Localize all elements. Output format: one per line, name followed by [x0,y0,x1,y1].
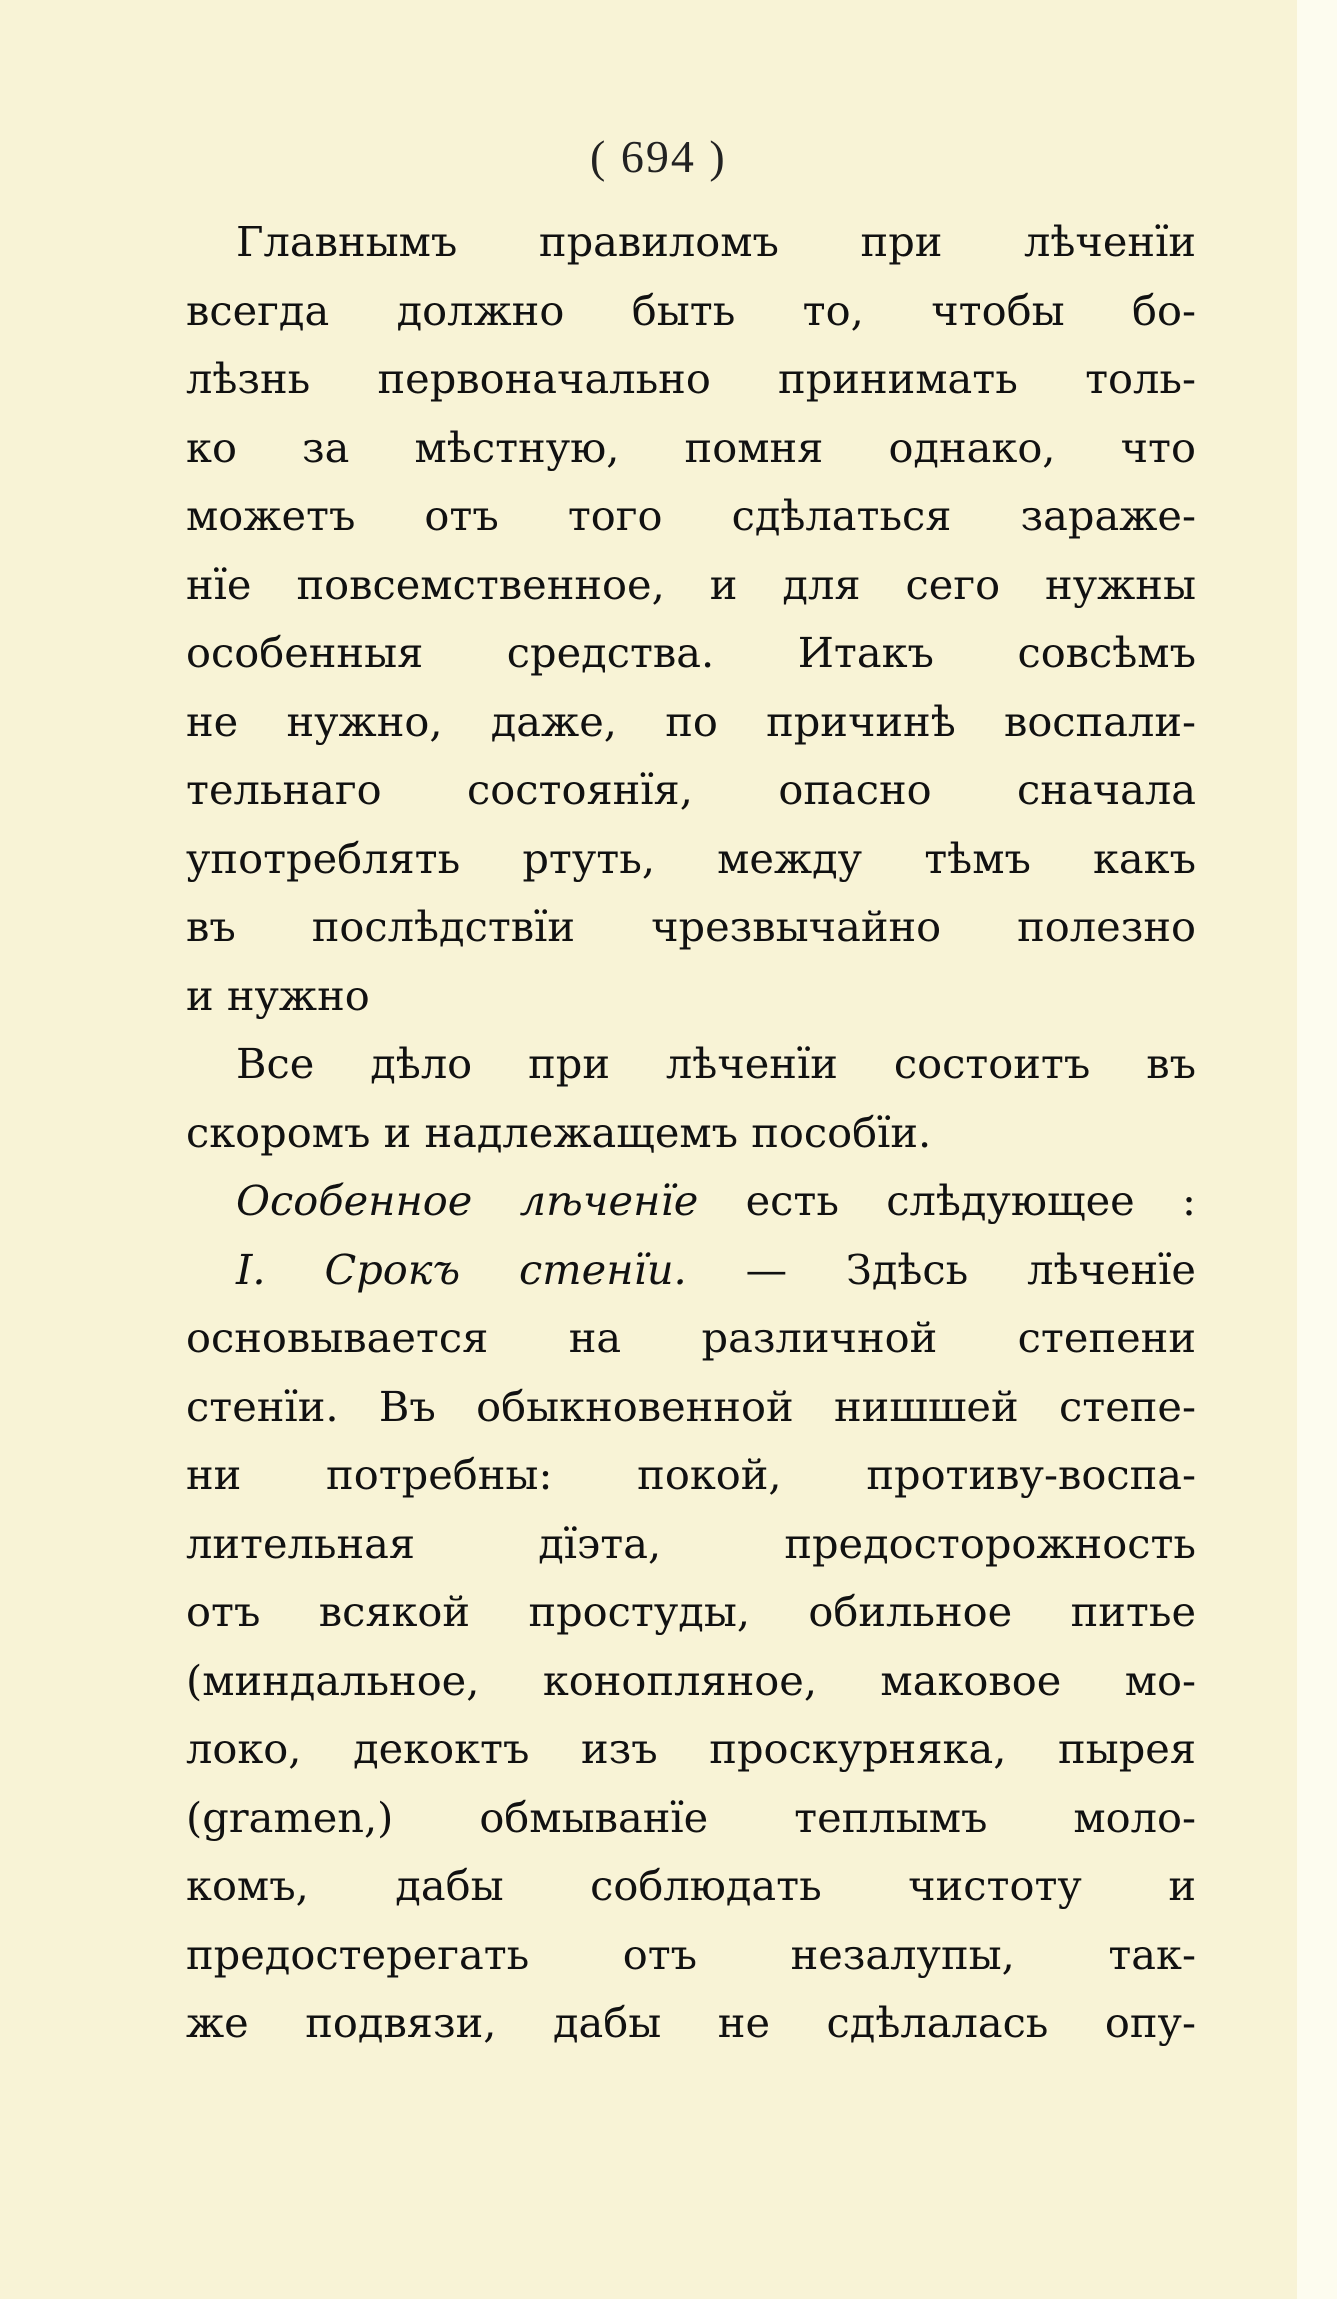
line-text: Главнымъ правиломъ при лѣченїи [236,217,1196,266]
line-text: есть слѣдующее : [698,1176,1196,1225]
line-text: Все дѣло при лѣченїи состоитъ въ [236,1039,1196,1088]
line-text: предостерегать отъ незалупы, так- [186,1929,1196,1979]
line-text: особенныя средства. Итакъ совсѣмъ [186,628,1196,677]
text-line [186,1441,1196,1510]
text-line [186,345,1196,414]
text-line [186,893,1196,962]
line-text: стенїи. Въ обыкновенной нишшей степе- [186,1381,1196,1431]
italic-heading: I. Срокъ стенїи. [236,1244,687,1294]
text-line [186,1236,1196,1305]
line-text: основывается на различной степени [186,1313,1196,1362]
line-text: — Здѣсь лѣченїе [686,1244,1196,1294]
text-line [186,1099,1196,1168]
text-line [186,962,1196,1031]
text-line [186,1167,1196,1236]
line-text: и нужно [186,970,370,1020]
line-text: ни потребны: покой, противу-воспа- [186,1450,1196,1499]
text-line [186,208,1196,277]
line-text: же подвязи, дабы не сдѣлалась опу- [186,1998,1196,2047]
text-line [186,1578,1196,1647]
line-text: (gramen,) обмыванїе теплымъ моло- [186,1792,1196,1842]
text-line [186,1304,1196,1373]
line-text: лительная дїэта, предосторожность [186,1518,1196,1568]
text-line [186,1852,1196,1921]
italic-heading: Особенное лѣченїе [236,1176,699,1225]
line-text: комъ, дабы соблюдать чистоту и [186,1861,1196,1910]
text-line [186,1989,1196,2058]
line-text: можетъ отъ того сдѣлаться зараже- [186,491,1196,540]
text-line [186,619,1196,688]
text-line [186,1510,1196,1579]
line-text: локо, декоктъ изъ проскурняка, пырея [186,1724,1196,1773]
line-text: отъ всякой простуды, обильное питье [186,1587,1196,1636]
text-line [186,688,1196,757]
line-text: нїе повсемственное, и для сего нужны [186,559,1196,609]
text-line [186,1715,1196,1784]
line-text: ко за мѣстную, помня однако, что [186,422,1196,472]
line-text: въ послѣдствїи чрезвычайно полезно [186,902,1196,951]
text-line [186,825,1196,894]
text-line [186,1030,1196,1099]
page-number: ( 694 ) [590,131,727,182]
line-text: употреблять ртуть, между тѣмъ какъ [186,833,1196,883]
text-line [186,551,1196,620]
text-line [186,482,1196,551]
text-line [186,756,1196,825]
line-text: не нужно, даже, по причинѣ воспали- [186,696,1196,746]
line-text: скоромъ и надлежащемъ пособїи. [186,1107,932,1157]
text-line [186,277,1196,346]
text-line [186,414,1196,483]
text-line [186,1784,1196,1853]
page-text [186,208,1196,2058]
text-line [186,1647,1196,1716]
text-line [186,1921,1196,1990]
page-edge [1297,0,1337,2299]
line-text: лѣзнь первоначально принимать толь- [186,354,1196,403]
line-text: всегда должно быть то, чтобы бо- [186,285,1196,335]
line-text: (миндальное, конопляное, маковое мо- [186,1655,1196,1705]
text-line [186,1373,1196,1442]
line-text: тельнаго состоянїя, опасно сначала [186,765,1196,814]
